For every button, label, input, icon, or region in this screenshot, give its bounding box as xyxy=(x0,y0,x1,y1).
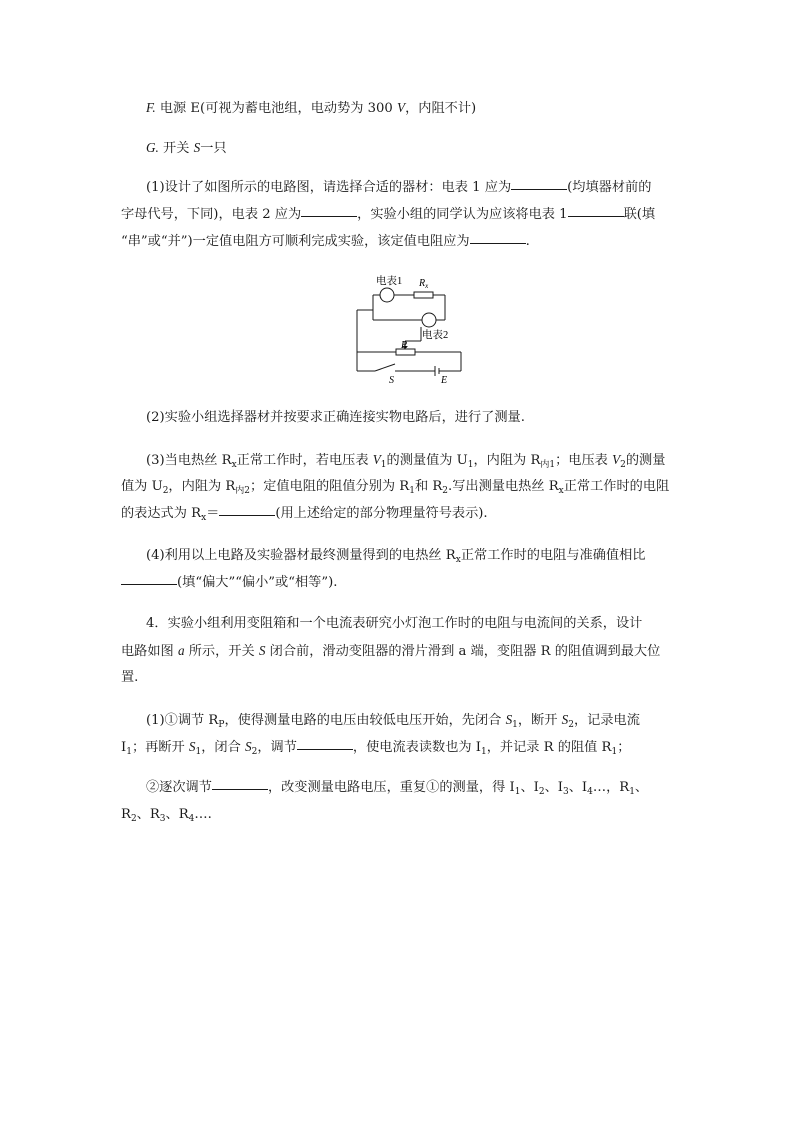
answer-blank-expression[interactable] xyxy=(219,514,275,516)
answer-blank-adjust[interactable] xyxy=(297,748,353,750)
q1-text-d: ，实验小组的同学认为应该将电表 1 xyxy=(357,207,568,222)
q1-line-2 xyxy=(121,205,655,224)
item-g-text: 开关 xyxy=(163,141,194,156)
item-f-letter: F. xyxy=(146,100,156,115)
p4-line-3: 置. xyxy=(121,670,139,685)
switch-lever xyxy=(375,364,395,371)
q3-line-2: 值为 $U_2$，内阻为 $R_{内2}$；定值电阻的阻值分别为 $R_1$和 $R_2$.写出测量电热丝 $R_x$正常工作时的电阻 xyxy=(121,479,670,496)
meter1-symbol xyxy=(380,288,394,302)
p4q2-line-2: $R_2$、$R_3$、$R_4\dots$. xyxy=(121,807,212,824)
answer-blank-repeat[interactable] xyxy=(212,788,268,790)
item-f-unit: V xyxy=(397,100,406,115)
q4-line-1: (4)利用以上电路及实验器材最终测量得到的电热丝 $R_x$正常工作时的电阻与准确值相比 xyxy=(146,548,646,565)
meter2-symbol xyxy=(422,313,436,327)
rx-resistor xyxy=(414,292,433,298)
circuit-diagram xyxy=(351,269,467,383)
q3-line-3: 的表达式为 $R_x=$ (用上述给定的部分物理量符号表示). xyxy=(121,506,488,523)
q1-line-3 xyxy=(121,232,530,251)
rx-label: $R_x$ xyxy=(419,278,429,290)
q1-text-e: 联(填 xyxy=(623,207,656,222)
q1-text-f: “串”或“并”)一定值电阻方可顺利完成实验，该定值电阻应为 xyxy=(121,234,470,249)
p4-line-1: 4．实验小组利用变阻箱和一个电流表研究小灯泡工作时的电阻与电流间的关系，设计 xyxy=(146,616,643,631)
meter2-label: 电表2 xyxy=(422,330,449,341)
answer-blank-meter1[interactable] xyxy=(511,188,567,190)
rheostat-label: R xyxy=(401,340,408,351)
item-f xyxy=(146,98,476,118)
q4-line-2: (填“偏大”“偏小”或“相等”). xyxy=(121,573,337,592)
item-f-text: 电源 E(可视为蓄电池组，电动势为 300 xyxy=(159,101,398,116)
q1-text-c: 字母代号，下同)，电表 2 应为 xyxy=(121,207,302,222)
item-f-text-end: ，内阻不计) xyxy=(405,101,477,116)
p4q1-line-1: (1)①调节 $R_P$，使得测量电路的电压由较低电压开始，先闭合 $S_1$，断开 $S_2$，记录电流 xyxy=(146,712,640,730)
q1-text-g: . xyxy=(525,234,530,249)
p4q2-line-1: ②逐次调节 ，改变测量电路电压，重复①的测量，得 $I_1$、$I_2$、$I_3$、$I_4\dots$，$R_1$、 xyxy=(146,780,649,797)
answer-blank-comparison[interactable] xyxy=(121,583,177,585)
p4-line-2: 电路如图 a 所示，开关 S 闭合前，滑动变阻器的滑片滑到 a 端，变阻器 R 的阻值调到最大位 xyxy=(121,643,661,659)
item-g-text-end: 一只 xyxy=(200,141,227,156)
p4q1-line-2: $I_1$；再断开 $S_1$，闭合 $S_2$，调节 ，使电流表读数也为 $I_1$，并记录 R 的阻值 $R_1$； xyxy=(121,739,631,757)
q1-line-1 xyxy=(146,178,651,197)
item-g-letter: G. xyxy=(146,140,159,155)
q1-text-b: (均填器材前的 xyxy=(567,180,652,195)
answer-blank-meter2[interactable] xyxy=(301,215,357,217)
answer-blank-resistor[interactable] xyxy=(470,242,526,244)
battery-label: E xyxy=(441,375,448,383)
item-g-switch: S xyxy=(193,140,201,155)
answer-blank-connection[interactable] xyxy=(568,215,624,217)
item-g xyxy=(146,138,227,158)
meter1-label: 电表1 xyxy=(376,276,403,287)
q3-line-1: (3)当电热丝 $R_x$正常工作时，若电压表 $V_1$的测量值为 $U_1$，内阻为 $R_{内1}$；电压表 $V_2$的测量 xyxy=(146,452,666,470)
q2-text: (2)实验小组选择器材并按要求正确连接实物电路后，进行了测量. xyxy=(146,410,525,425)
switch-label: S xyxy=(389,375,394,383)
q1-text-a: (1)设计了如图所示的电路图，请选择合适的器材：电表 1 应为 xyxy=(146,180,512,195)
